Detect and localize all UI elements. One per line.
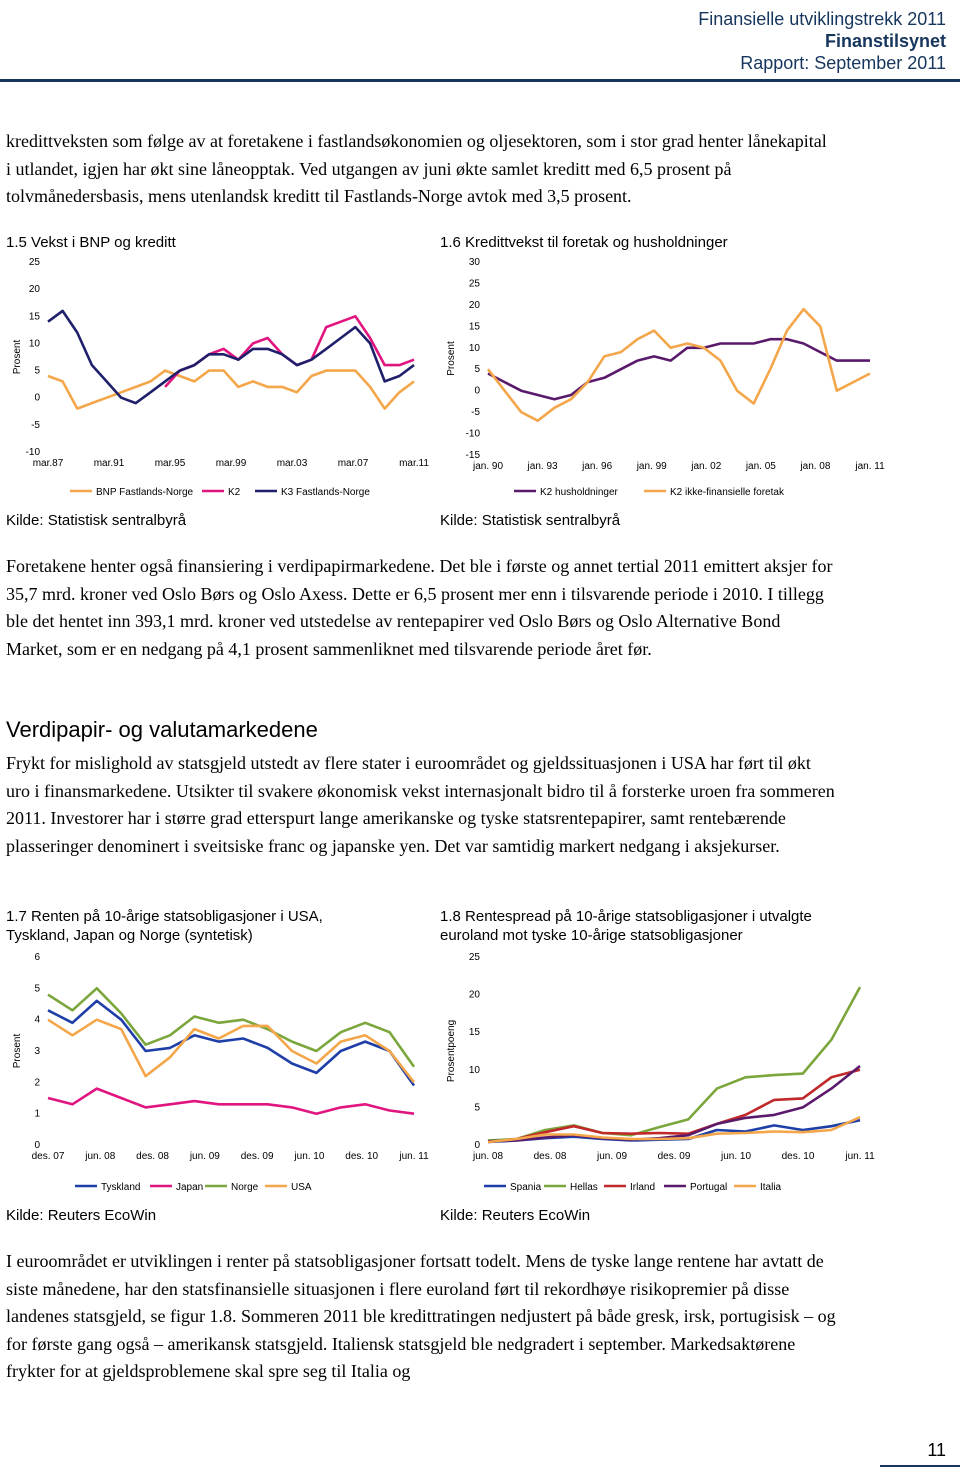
fig18-xtick-label: jun. 10 — [720, 1151, 752, 1162]
fig15-ytick-label: 10 — [28, 338, 40, 350]
paragraph-securities-financing: Foretakene henter også finansiering i verdipapirmarkedene. Det ble i første og annet tertial 2011 emittert aksjer for 35,7 mrd. kroner ved Oslo Børs og Oslo Axess. Dette er 6,5 prosent mer enn i tilsvarende periode i 2010. I tillegg ble det hentet inn 393,1 mrd. kroner ved utstedelse av rentepapirer ved Oslo Børs og Oslo Alternative Bond Market, som er en nedgang på 4,1 prosent sammenliknet med tilsvarende periode året før. — [6, 556, 833, 659]
fig17-xtick-label: des. 10 — [345, 1151, 379, 1162]
fig17-xtick-label: des. 08 — [136, 1151, 169, 1162]
section-heading: Verdipapir- og valutamarkedene — [6, 717, 318, 742]
fig17-ytick-label: 5 — [34, 983, 40, 995]
fig15-ytick-label: -5 — [31, 419, 40, 431]
fig17-xtick-label: jun. 10 — [294, 1151, 325, 1162]
fig17-xtick-label: jun. 11 — [399, 1151, 429, 1162]
fig17-y-axis-label: Prosent — [12, 1033, 23, 1069]
fig17-series-line — [48, 1020, 414, 1083]
fig18-legend-label: Hellas — [570, 1182, 598, 1193]
fig15-ytick-label: 25 — [28, 257, 40, 268]
fig17-ytick-label: 2 — [34, 1077, 40, 1089]
fig16-chart — [440, 250, 885, 512]
fig17-xtick-label: des. 09 — [240, 1151, 274, 1162]
fig18-legend-label: Spania — [510, 1182, 542, 1193]
fig17-xtick-label: jun. 08 — [85, 1151, 116, 1162]
fig15-legend-label: K3 Fastlands-Norge — [281, 487, 370, 498]
fig16-caption: 1.6 Kredittvekst til foretak og husholdninger — [440, 234, 728, 251]
fig17-legend-label: Norge — [231, 1182, 259, 1193]
fig18-caption: 1.8 Rentespread på 10-årige statsobligasjoner i utvalgte euroland mot tyske 10-årige statsobligasjoner — [440, 908, 812, 944]
fig16-y-axis-label: Prosent — [446, 341, 457, 376]
fig15-ytick-label: -10 — [25, 447, 40, 458]
fig16-ytick-label: 30 — [468, 257, 480, 268]
fig15-chart — [6, 250, 429, 512]
fig16-xtick-label: jan. 96 — [582, 461, 613, 472]
fig16-xtick-label: jan. 08 — [800, 461, 831, 472]
fig16-legend-label: K2 ikke-finansielle foretak — [670, 487, 784, 498]
fig18-ytick-label: 25 — [468, 952, 480, 963]
fig17-ytick-label: 3 — [34, 1046, 40, 1057]
fig18-xtick-label: jun. 11 — [845, 1151, 875, 1162]
fig18-xtick-label: jun. 08 — [472, 1151, 504, 1162]
fig16-xtick-label: jan. 05 — [745, 461, 776, 472]
fig18-xtick-label: des. 09 — [657, 1151, 691, 1162]
fig16-ytick-label: -10 — [465, 428, 480, 440]
fig17-ytick-label: 4 — [34, 1014, 40, 1026]
fig17-source: Kilde: Reuters EcoWin — [6, 1207, 157, 1224]
fig17-ytick-label: 6 — [34, 952, 40, 963]
fig18-ytick-label: 0 — [474, 1140, 480, 1151]
fig15-legend-label: K2 — [228, 487, 241, 498]
fig16-ytick-label: 20 — [468, 299, 480, 311]
paragraph-credit-growth: kredittveksten som følge av at foretakene i fastlandsøkonomien og oljesektoren, som i stor grad henter lånekapital i utlandet, igjen har økt sine låneopptak. Ved utgangen av juni økte samlet kreditt med 6,5 prosent på tolvmånedersbasis, mens utenlandsk kreditt til Fastlands-Norge avtok med 3,5 prosent. — [6, 131, 827, 206]
fig18-xtick-label: jun. 09 — [596, 1151, 628, 1162]
fig17-xtick-label: des. 07 — [31, 1151, 65, 1162]
fig15-ytick-label: 20 — [28, 284, 40, 296]
paragraph-market-turmoil: Frykt for mislighold av statsgjeld utstedt av flere stater i euroområdet og gjeldssituasjonen i USA har ført til økt uro i finansmarkedene. Utsikter til svakere økonomisk vekst internasjonalt bidro til å forsterke uroen fra sommeren 2011. Investorer har i større grad etterspurt lange amerikanske og tyske statsrentepapirer, samt rentebærende plasseringer denominert i sveitsiske franc og japanske yen. Det var samtidig markert nedgang i aksjekurser. — [6, 753, 835, 856]
fig15-ytick-label: 0 — [34, 392, 40, 404]
fig15-xtick-label: mar.91 — [93, 458, 125, 469]
fig16-xtick-label: jan. 11 — [855, 461, 885, 472]
fig16-ytick-label: 10 — [468, 342, 480, 354]
fig18-xtick-label: des. 08 — [533, 1151, 567, 1162]
fig15-ytick-label: 15 — [28, 311, 40, 323]
fig16-ytick-label: -15 — [465, 450, 480, 461]
fig15-xtick-label: mar.03 — [276, 458, 308, 469]
fig16-ytick-label: 5 — [474, 364, 480, 376]
fig16-xtick-label: jan. 99 — [636, 461, 667, 472]
page-number: 11 — [927, 1440, 946, 1460]
fig15-legend-label: BNP Fastlands-Norge — [96, 487, 194, 498]
fig18-ytick-label: 5 — [474, 1102, 480, 1114]
fig17-series-line — [48, 988, 414, 1066]
header-organization: Finanstilsynet — [824, 31, 946, 51]
fig16-series-line — [488, 339, 870, 399]
header-report-date: Rapport: September 2011 — [740, 53, 946, 73]
fig16-ytick-label: -5 — [471, 407, 480, 419]
fig17-series-line — [48, 1089, 414, 1114]
fig17-chart — [6, 945, 429, 1203]
fig15-series-line — [48, 311, 414, 403]
fig16-legend-label: K2 husholdninger — [540, 487, 618, 498]
fig18-ytick-label: 15 — [468, 1027, 480, 1039]
fig17-legend-label: USA — [291, 1182, 312, 1193]
fig15-caption: 1.5 Vekst i BNP og kreditt — [6, 234, 176, 251]
fig15-xtick-label: mar.95 — [154, 458, 186, 469]
fig18-y-axis-label: Prosentpoeng — [446, 1019, 457, 1083]
fig15-xtick-label: mar.07 — [337, 458, 369, 469]
fig16-ytick-label: 0 — [474, 385, 480, 397]
fig16-ytick-label: 15 — [468, 321, 480, 333]
fig17-xtick-label: jun. 09 — [189, 1151, 220, 1162]
header-report-title: Finansielle utviklingstrekk 2011 — [698, 9, 946, 29]
fig15-xtick-label: mar.11 — [399, 458, 429, 469]
fig16-xtick-label: jan. 02 — [691, 461, 722, 472]
fig15-xtick-label: mar.99 — [215, 458, 247, 469]
fig17-ytick-label: 0 — [34, 1140, 40, 1151]
fig18-source: Kilde: Reuters EcoWin — [440, 1207, 591, 1224]
fig18-xtick-label: des. 10 — [781, 1151, 815, 1162]
fig17-caption: 1.7 Renten på 10-årige statsobligasjoner i USA, Tyskland, Japan og Norge (syntetisk) — [6, 908, 323, 944]
fig18-ytick-label: 20 — [468, 989, 480, 1001]
paragraph-euro-area-rates: I euroområdet er utviklingen i renter på statsobligasjoner fortsatt todelt. Mens de tyske lange rentene har avtatt de siste månedene, har den statsfinansielle situasjonen i flere euroland ført til rekordhøye risikopremier på disse landenes statsgjeld, se figur 1.8. Sommeren 2011 ble kredittratingen nedjustert på både gresk, irsk, portugisisk – og for første gang også – amerikansk statsgjeld. Italiensk statsgjeld ble nedgradert i september. Markedsaktørene frykter for at gjeldsproblemene skal spre seg til Italia og — [6, 1251, 836, 1381]
fig15-y-axis-label: Prosent — [12, 339, 23, 375]
fig16-xtick-label: jan. 93 — [527, 461, 558, 472]
fig15-xtick-label: mar.87 — [32, 458, 64, 469]
fig15-source: Kilde: Statistisk sentralbyrå — [6, 512, 187, 529]
fig16-series-line — [488, 309, 870, 421]
fig18-chart — [440, 945, 880, 1203]
fig18-legend-label: Portugal — [690, 1182, 728, 1193]
running-header — [698, 8, 946, 74]
fig18-legend-label: Italia — [760, 1182, 782, 1193]
fig17-ytick-label: 1 — [34, 1108, 40, 1120]
footer-rule — [880, 1465, 960, 1467]
fig18-series-line — [488, 987, 860, 1140]
fig16-xtick-label: jan. 90 — [472, 461, 504, 472]
fig18-ytick-label: 10 — [468, 1064, 480, 1076]
fig16-ytick-label: 25 — [468, 278, 480, 290]
fig17-legend-label: Japan — [176, 1182, 204, 1193]
fig17-series-line — [48, 1001, 414, 1086]
fig16-source: Kilde: Statistisk sentralbyrå — [440, 512, 621, 529]
header-rule — [0, 79, 960, 82]
fig17-legend-label: Tyskland — [101, 1182, 141, 1193]
fig18-legend-label: Irland — [630, 1182, 656, 1193]
fig15-ytick-label: 5 — [34, 365, 40, 377]
